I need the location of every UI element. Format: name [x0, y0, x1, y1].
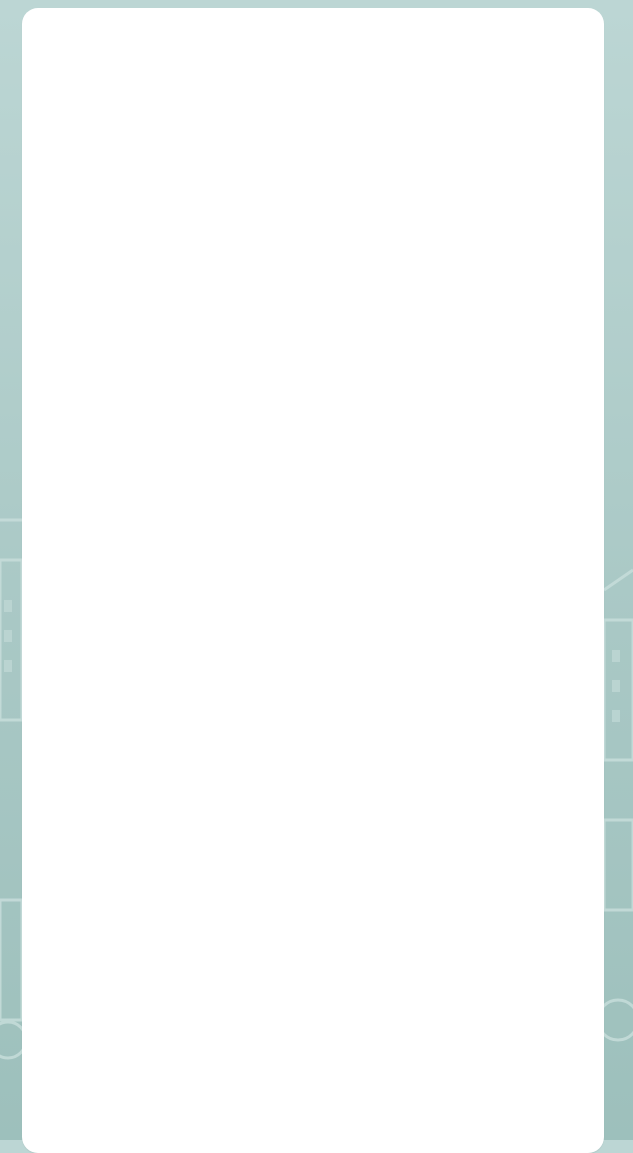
- message-bubble: [22, 8, 604, 1153]
